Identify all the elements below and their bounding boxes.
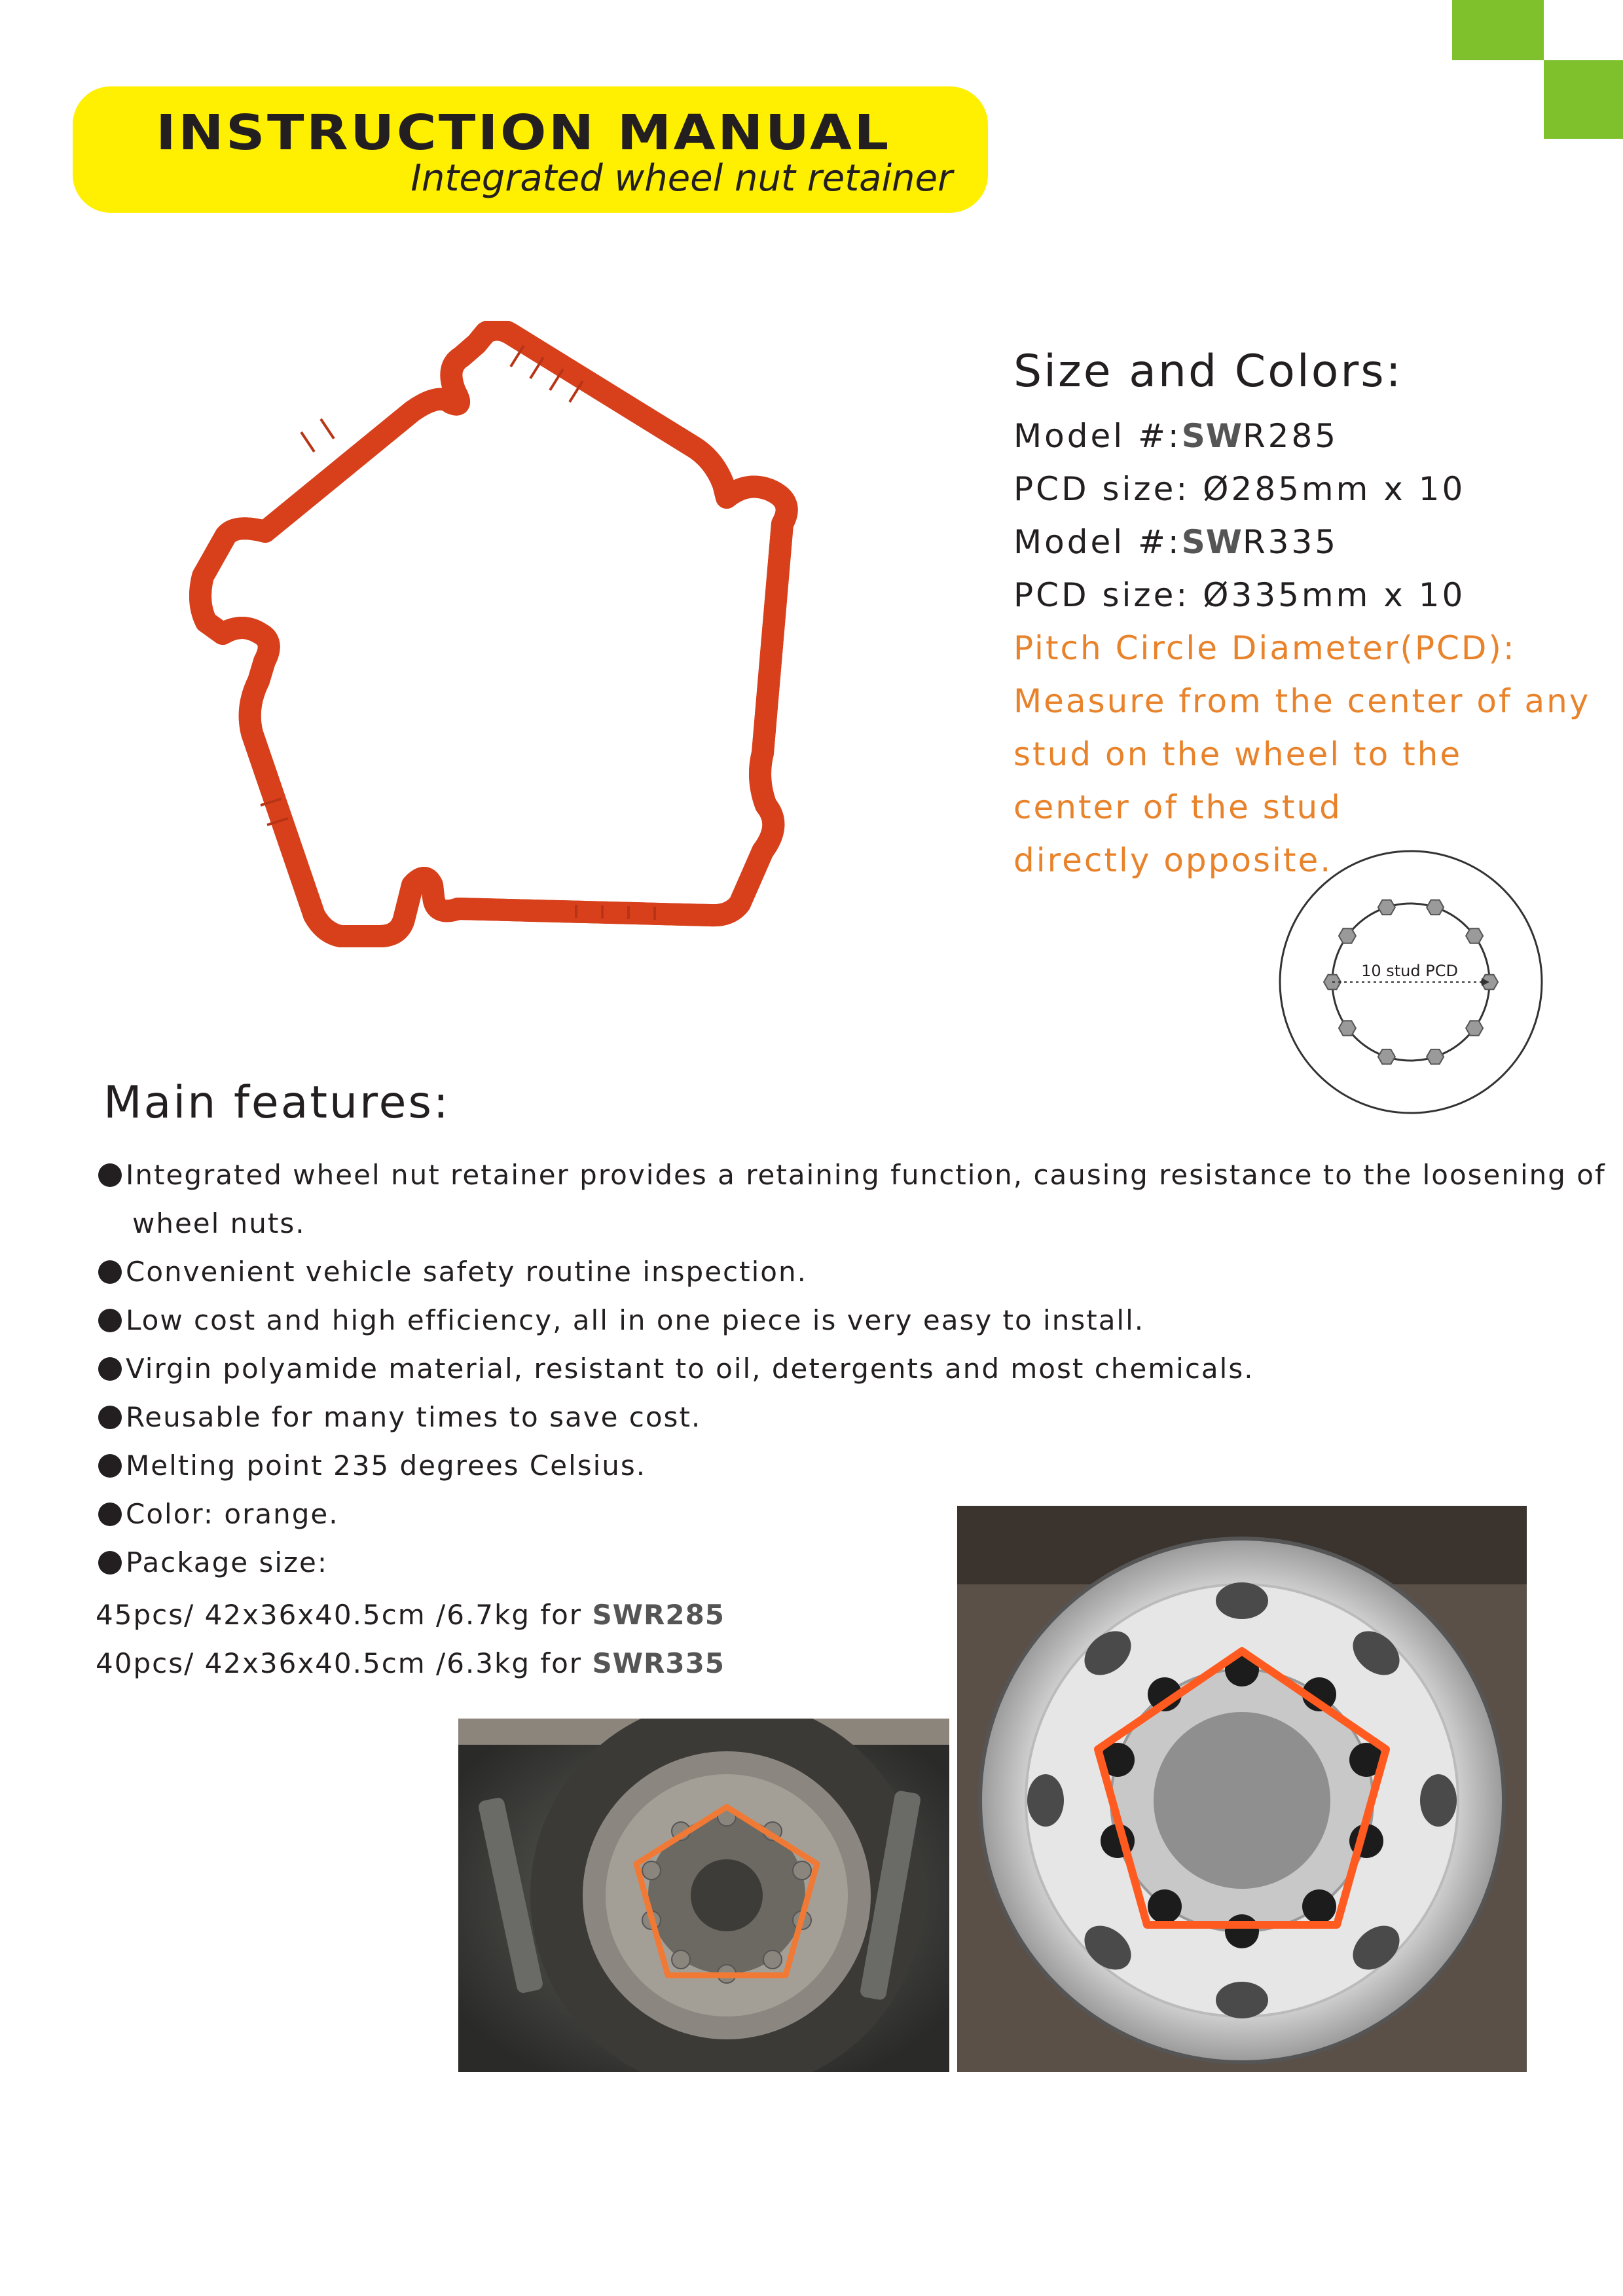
list-item-continuation: wheel nuts.: [132, 1207, 306, 1239]
bullet-icon: [98, 1309, 122, 1332]
stud-icon: [1339, 928, 1356, 943]
list-item: Virgin polyamide material, resistant to oil, detergents and most chemicals.: [98, 1345, 1539, 1393]
corner-block-right: [1544, 60, 1623, 139]
bullet-icon: [98, 1454, 122, 1478]
stud-icon: [1466, 1021, 1483, 1036]
bullet-icon: [98, 1260, 122, 1284]
pcd-definition-line: Measure from the center of any: [1013, 682, 1591, 720]
pcd-diagram-label: 10 stud PCD: [1361, 962, 1458, 980]
pcd-diagram: [1273, 845, 1548, 1120]
pcd-line-1: PCD size: Ø285mm x 10: [1013, 470, 1466, 508]
corner-block-top: [1452, 0, 1544, 60]
bullet-icon: [98, 1357, 122, 1381]
bullet-icon: [98, 1503, 122, 1526]
list-item: Convenient vehicle safety routine inspection.: [98, 1248, 1539, 1296]
list-item: Package size:: [98, 1539, 1539, 1587]
bullet-icon: [98, 1163, 122, 1187]
size-colors-heading: Size and Colors:: [1013, 346, 1403, 397]
polished-wheel-photo: [957, 1506, 1527, 2072]
list-item: Reusable for many times to save cost.: [98, 1393, 1539, 1442]
pcd-definition-line: directly opposite.: [1013, 841, 1333, 879]
model-line-2: Model #:SWR335: [1013, 523, 1339, 561]
list-item: Low cost and high efficiency, all in one piece is very easy to install.: [98, 1296, 1539, 1345]
stud-icon: [1378, 1049, 1395, 1065]
pcd-line-2: PCD size: Ø335mm x 10: [1013, 576, 1466, 614]
list-item: Melting point 235 degrees Celsius.: [98, 1442, 1539, 1490]
package-line: 40pcs/ 42x36x40.5cm /6.3kg for SWR335: [96, 1647, 725, 1679]
pcd-definition-line: center of the stud: [1013, 788, 1342, 826]
truck-wheel-photo: [458, 1719, 949, 2072]
retainer-product-image: [177, 321, 845, 962]
page-subtitle: Integrated wheel nut retainer: [410, 157, 953, 200]
list-item: Integrated wheel nut retainer provides a retaining function, causing resistance to the loosening of: [98, 1151, 1539, 1199]
bullet-icon: [98, 1551, 122, 1575]
stud-icon: [1378, 900, 1395, 915]
package-size-list: [96, 1591, 725, 1688]
package-line: 45pcs/ 42x36x40.5cm /6.7kg for SWR285: [96, 1599, 725, 1631]
stud-icon: [1427, 900, 1444, 915]
stud-icon: [1427, 1049, 1444, 1065]
bullet-icon: [98, 1406, 122, 1429]
features-heading: Main features:: [103, 1077, 450, 1129]
model-line-1: Model #:SWR285: [1013, 417, 1339, 455]
stud-icon: [1466, 928, 1483, 943]
stud-icon: [1339, 1021, 1356, 1036]
pcd-definition-line: Pitch Circle Diameter(PCD):: [1013, 629, 1516, 667]
page-title: INSTRUCTION MANUAL: [156, 105, 891, 161]
pcd-definition-line: stud on the wheel to the: [1013, 735, 1463, 773]
list-item: Color: orange.: [98, 1490, 1539, 1539]
size-colors-list: [1013, 410, 1590, 887]
